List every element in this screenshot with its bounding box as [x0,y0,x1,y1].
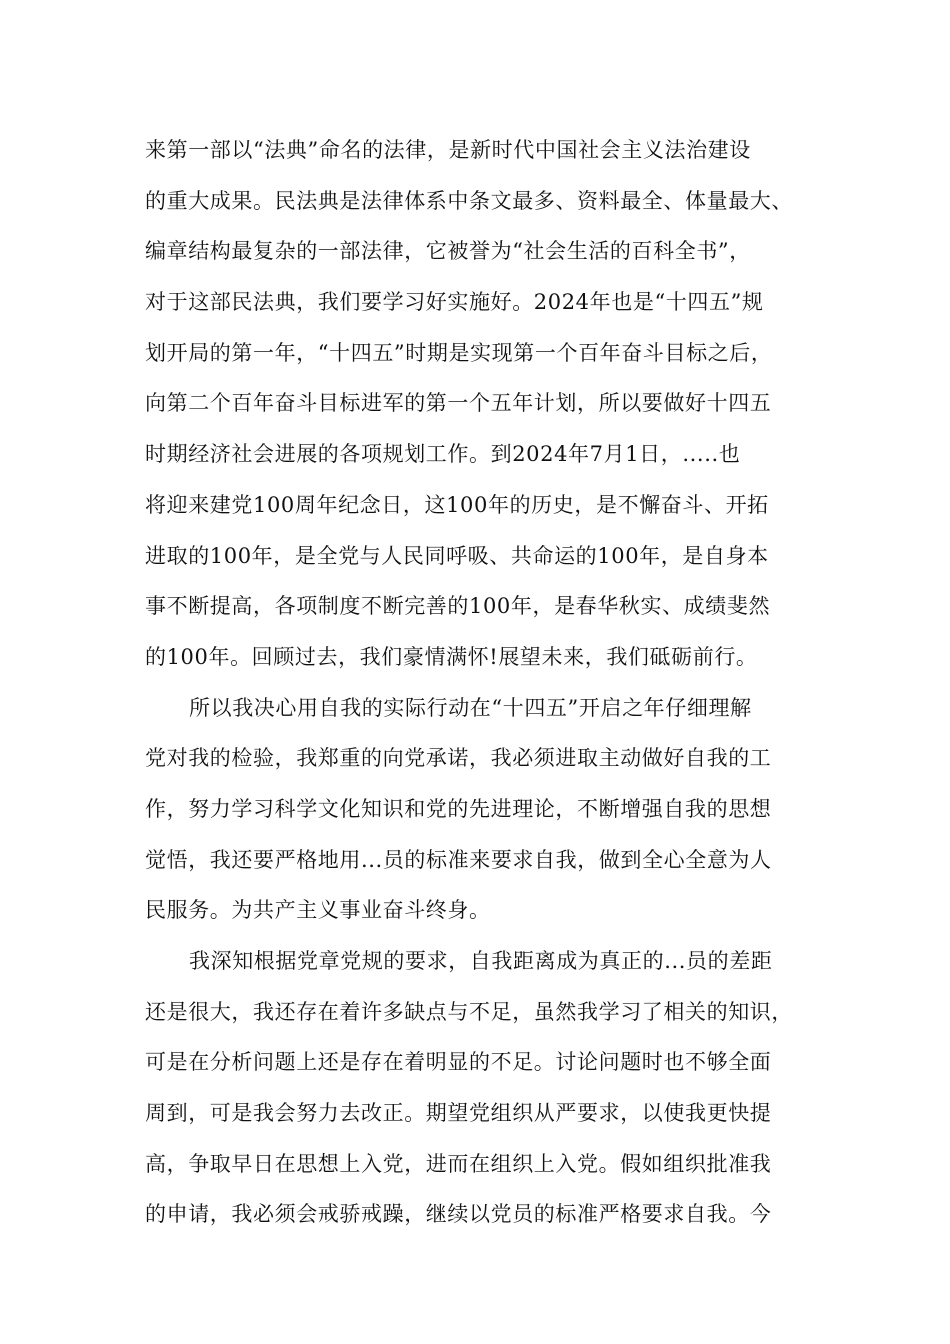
text-line: 的100年。回顾过去，我们豪情满怀!展望未来，我们砥砺前行。 [145,644,758,669]
text-line: 还是很大，我还存在着许多缺点与不足，虽然我学习了相关的知识， [145,999,793,1024]
text-line: 民服务。为共产主义事业奋斗终身。 [145,898,491,923]
text-line: 编章结构最复杂的一部法律，它被誉为“社会生活的百科全书”， [145,239,751,264]
paragraph-first-line: 我深知根据党章党规的要求，自我距离成为真正的...员的差距 [189,949,773,973]
text-line: 的申请，我必须会戒骄戒躁，继续以党员的标准严格要求自我。今 [145,1202,772,1227]
text-line: 的重大成果。民法典是法律体系中条文最多、资料最全、体量最大、 [145,188,793,213]
text-line: 党对我的检验，我郑重的向党承诺，我必须进取主动做好自我的工 [145,746,772,771]
paragraph-first-line: 所以我决心用自我的实际行动在“十四五”开启之年仔细理解 [189,695,752,720]
text-line: 划开局的第一年，“十四五”时期是实现第一个百年奋斗目标之后， [145,340,773,365]
text-line: 向第二个百年奋斗目标进军的第一个五年计划，所以要做好十四五 [145,391,772,416]
text-line: 觉悟，我还要严格地用...员的标准来要求自我，做到全心全意为人 [145,847,772,872]
text-line: 来第一部以“法典”命名的法律，是新时代中国社会主义法治建设 [145,138,751,162]
document-body [145,125,845,1240]
text-line: 时期经济社会进展的各项规划工作。到2024年7月1日，.....也 [145,442,741,467]
text-line: 进取的100年，是全党与人民同呼吸、共命运的100年，是自身本 [145,543,769,568]
text-line: 可是在分析问题上还是存在着明显的不足。讨论问题时也不够全面 [145,1050,772,1075]
text-line: 作，努力学习科学文化知识和党的先进理论，不断增强自我的思想 [145,796,772,821]
text-line: 将迎来建党100周年纪念日，这100年的历史，是不懈奋斗、开拓 [145,492,769,517]
text-line: 高，争取早日在思想上入党，进而在组织上入党。假如组织批准我 [145,1151,772,1176]
text-line: 对于这部民法典，我们要学习好实施好。2024年也是“十四五”规 [145,290,764,315]
text-line: 周到，可是我会努力去改正。期望党组织从严要求，以使我更快提 [145,1101,772,1126]
text-line: 事不断提高，各项制度不断完善的100年，是春华秋实、成绩斐然 [145,594,771,619]
